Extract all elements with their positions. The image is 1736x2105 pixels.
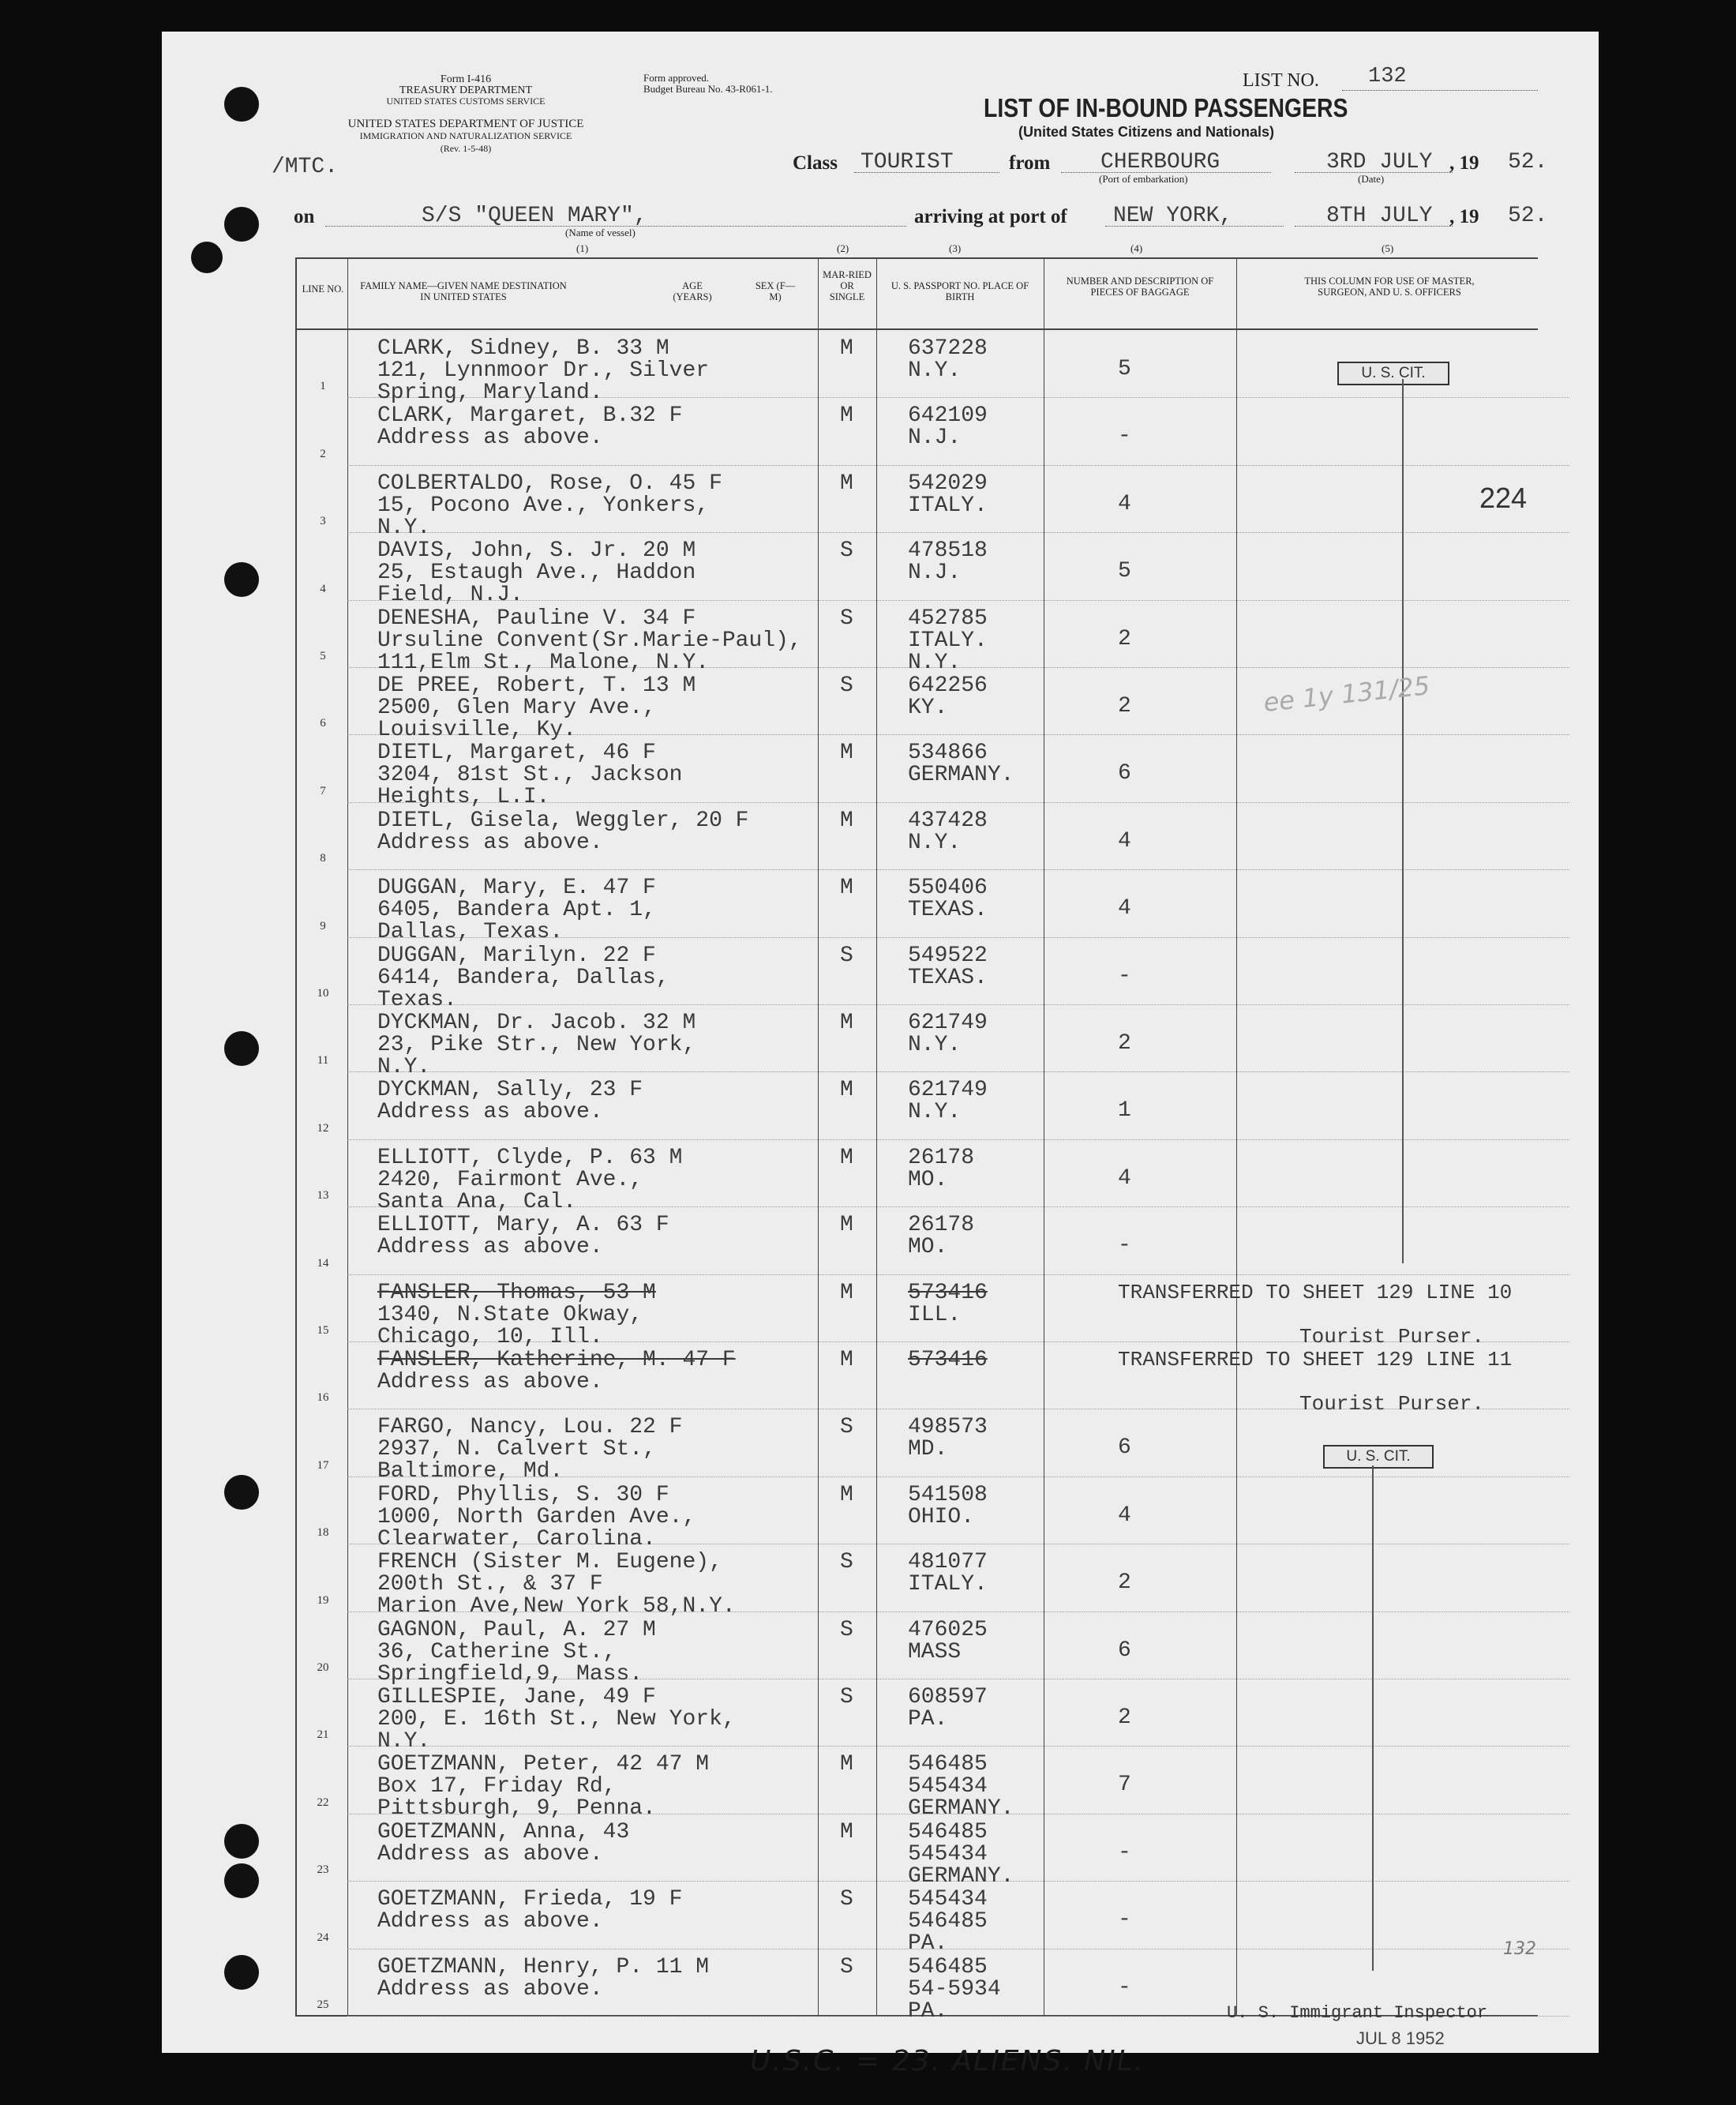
place-of-birth: ITALY. bbox=[908, 628, 988, 653]
baggage-count: 4 bbox=[1118, 491, 1131, 516]
place-of-birth: N.Y. bbox=[908, 1100, 962, 1125]
baggage-count: 2 bbox=[1118, 1031, 1131, 1056]
place-of-birth: 545434 bbox=[908, 1841, 988, 1867]
place-of-birth: N.J. bbox=[908, 561, 962, 586]
row-line-number: 17 bbox=[317, 1458, 329, 1472]
place-of-birth-2: GERMANY. bbox=[908, 1863, 1014, 1889]
passenger-name: GOETZMANN, Anna, 43 bbox=[377, 1819, 630, 1844]
place-of-birth: ITALY. bbox=[908, 493, 988, 518]
passport-number: 542029 bbox=[908, 471, 988, 496]
marital-status: S bbox=[840, 1415, 853, 1440]
passenger-address-2: Marion Ave,New York 58,N.Y. bbox=[377, 1594, 736, 1619]
row-line-number: 22 bbox=[317, 1795, 329, 1809]
passport-number: 642256 bbox=[908, 674, 988, 698]
baggage-count: 2 bbox=[1118, 1705, 1131, 1730]
place-of-birth: 546485 bbox=[908, 1909, 988, 1934]
row-line-number: 14 bbox=[317, 1256, 329, 1270]
passenger-name: DIETL, Gisela, Weggler, 20 F bbox=[377, 808, 749, 833]
place-of-birth: TEXAS. bbox=[908, 898, 988, 923]
marital-status: S bbox=[840, 1550, 853, 1575]
row-line-number: 7 bbox=[320, 784, 326, 797]
table-header-border bbox=[295, 328, 1538, 330]
passenger-address: 15, Pocono Ave., Yonkers, bbox=[377, 493, 710, 518]
header-line-no: LINE NO. bbox=[302, 283, 344, 295]
marital-status: M bbox=[840, 336, 853, 361]
place-of-birth: GERMANY. bbox=[908, 763, 1014, 788]
passenger-address: Address as above. bbox=[377, 830, 603, 855]
arrival-date: 8TH JULY bbox=[1326, 204, 1433, 228]
baggage-count: 2 bbox=[1118, 626, 1131, 651]
departure-year: 52. bbox=[1508, 150, 1548, 174]
place-of-birth: ILL. bbox=[908, 1302, 962, 1327]
passenger-name: GOETZMANN, Peter, 42 47 M bbox=[377, 1752, 710, 1777]
baggage-count: 4 bbox=[1118, 828, 1131, 854]
transfer-note: TRANSFERRED TO SHEET 129 LINE 10 bbox=[1118, 1280, 1513, 1304]
arrival-port: NEW YORK, bbox=[1113, 204, 1233, 228]
passenger-name: DYCKMAN, Dr. Jacob. 32 M bbox=[377, 1011, 696, 1035]
passenger-address-2: Dallas, Texas. bbox=[377, 920, 564, 945]
col-divider-officers bbox=[1236, 257, 1237, 2015]
passenger-name: GILLESPIE, Jane, 49 F bbox=[377, 1685, 656, 1709]
passenger-address: 23, Pike Str., New York, bbox=[377, 1033, 696, 1057]
passenger-address-2: N.Y. bbox=[377, 1729, 431, 1754]
passenger-address: 6405, Bandera Apt. 1, bbox=[377, 898, 656, 923]
passenger-address: Address as above. bbox=[377, 1909, 603, 1934]
passport-number: 26178 bbox=[908, 1145, 975, 1170]
col-divider-passport bbox=[876, 257, 877, 2015]
row-divider bbox=[347, 869, 1569, 870]
baggage-count: 2 bbox=[1118, 694, 1131, 719]
marital-status: S bbox=[840, 674, 853, 698]
row-line-number: 15 bbox=[317, 1324, 329, 1337]
passenger-address: Address as above. bbox=[377, 1235, 603, 1260]
table-top-border bbox=[295, 257, 1538, 259]
baggage-count: 5 bbox=[1118, 357, 1131, 381]
passenger-address-2: Spring, Maryland. bbox=[377, 381, 603, 405]
header-passport: U. S. PASSPORT NO. PLACE OF BIRTH bbox=[890, 280, 1029, 302]
punch-hole bbox=[224, 1824, 259, 1859]
marital-status: S bbox=[840, 606, 853, 631]
passenger-address: 25, Estaugh Ave., Haddon bbox=[377, 561, 696, 586]
place-of-birth: PA. bbox=[908, 1707, 948, 1732]
place-of-birth: N.Y. bbox=[908, 1033, 962, 1057]
passenger-address-2: Heights, L.I. bbox=[377, 785, 550, 810]
row-line-number: 12 bbox=[317, 1121, 329, 1135]
officer-bracket-line bbox=[1402, 379, 1404, 1263]
handwritten-list-132: 132 bbox=[1503, 1939, 1536, 1959]
passenger-address: Address as above. bbox=[377, 1370, 603, 1394]
passenger-name: FRENCH (Sister M. Eugene), bbox=[377, 1550, 722, 1575]
passport-number: 549522 bbox=[908, 943, 988, 968]
passport-number: 621749 bbox=[908, 1011, 988, 1035]
passport-number: 546485 bbox=[908, 1954, 988, 1979]
table-left-border bbox=[295, 257, 297, 2015]
passport-number: 546485 bbox=[908, 1752, 988, 1777]
baggage-count: 6 bbox=[1118, 1435, 1131, 1461]
col-number-3: (3) bbox=[949, 242, 962, 254]
passenger-address: 3204, 81st St., Jackson bbox=[377, 763, 683, 788]
passenger-address-2: Chicago, 10, Ill. bbox=[377, 1324, 603, 1349]
place-of-birth: 54-5934 bbox=[908, 1976, 1001, 2002]
passport-number: 452785 bbox=[908, 606, 988, 631]
passport-number: 608597 bbox=[908, 1685, 988, 1709]
departure-date: 3RD JULY bbox=[1326, 150, 1433, 174]
header-baggage: NUMBER AND DESCRIPTION OF PIECES OF BAGGAGE bbox=[1066, 276, 1214, 298]
passenger-name: DENESHA, Pauline V. 34 F bbox=[377, 606, 696, 631]
col-number-2: (2) bbox=[837, 242, 849, 254]
header-married: MAR-RIED OR SINGLE bbox=[823, 269, 872, 302]
handwritten-totals: U.S.C. = 23. ALIENS. NIL. bbox=[750, 2045, 1145, 2077]
baggage-count: - bbox=[1118, 963, 1131, 989]
passport-number: 437428 bbox=[908, 808, 988, 833]
passenger-address-2: 111,Elm St., Malone, N.Y. bbox=[377, 650, 710, 675]
marital-status: M bbox=[840, 1482, 853, 1507]
passenger-address: Address as above. bbox=[377, 1976, 603, 2002]
place-of-birth: MASS bbox=[908, 1639, 962, 1664]
col-number-1: (1) bbox=[576, 242, 589, 254]
form-revision: (Rev. 1-5-48) bbox=[440, 143, 492, 154]
punch-hole bbox=[224, 1955, 259, 1990]
row-line-number: 16 bbox=[317, 1391, 329, 1405]
passenger-name: COLBERTALDO, Rose, O. 45 F bbox=[377, 471, 722, 496]
us-cit-stamp-2: U. S. CIT. bbox=[1323, 1445, 1434, 1469]
passenger-address-2: Clearwater, Carolina. bbox=[377, 1526, 656, 1552]
marital-status: M bbox=[840, 1819, 853, 1844]
passenger-address: 2500, Glen Mary Ave., bbox=[377, 696, 656, 720]
row-line-number: 23 bbox=[317, 1863, 329, 1877]
arriving-label: arriving at port of bbox=[914, 206, 1067, 227]
row-divider bbox=[347, 532, 1569, 533]
row-line-number: 21 bbox=[317, 1728, 329, 1742]
passenger-name: DYCKMAN, Sally, 23 F bbox=[377, 1078, 643, 1103]
row-line-number: 6 bbox=[320, 717, 326, 730]
form-number: Form I-416 bbox=[440, 73, 492, 85]
place-of-birth: 545434 bbox=[908, 1774, 988, 1799]
place-of-birth: N.J. bbox=[908, 426, 962, 451]
row-divider bbox=[347, 1274, 1569, 1275]
passenger-address-2: Louisville, Ky. bbox=[377, 718, 577, 742]
row-line-number: 11 bbox=[317, 1054, 329, 1068]
marital-status: S bbox=[840, 538, 853, 564]
marital-status: M bbox=[840, 1011, 853, 1035]
passenger-address: 121, Lynnmoor Dr., Silver bbox=[377, 358, 710, 383]
arrival-year-prefix: , 19 bbox=[1449, 206, 1479, 227]
passenger-name: DAVIS, John, S. Jr. 20 M bbox=[377, 538, 696, 564]
passenger-address-2: Field, N.J. bbox=[377, 583, 523, 608]
passenger-address: 1340, N.State Okway, bbox=[377, 1302, 643, 1327]
passenger-address: 2420, Fairmont Ave., bbox=[377, 1167, 643, 1192]
baggage-count: 1 bbox=[1118, 1098, 1131, 1124]
baggage-count: 6 bbox=[1118, 761, 1131, 786]
inspector-label: U. S. Immigrant Inspector bbox=[1227, 2003, 1488, 2023]
place-of-birth-2: PA. bbox=[908, 1931, 948, 1957]
passport-number: 550406 bbox=[908, 876, 988, 901]
row-line-number: 10 bbox=[317, 987, 329, 1000]
vessel-caption: (Name of vessel) bbox=[565, 227, 636, 238]
place-of-birth: MD. bbox=[908, 1437, 948, 1462]
place-of-birth: MO. bbox=[908, 1167, 948, 1192]
passenger-name: DUGGAN, Mary, E. 47 F bbox=[377, 876, 656, 901]
passenger-name: FARGO, Nancy, Lou. 22 F bbox=[377, 1415, 683, 1440]
passenger-name: ELLIOTT, Clyde, P. 63 M bbox=[377, 1145, 683, 1170]
passenger-name: CLARK, Sidney, B. 33 M bbox=[377, 336, 669, 361]
passport-number: 546485 bbox=[908, 1819, 988, 1844]
stamp-number-224: 224 bbox=[1479, 482, 1528, 514]
passport-number: 478518 bbox=[908, 538, 988, 564]
marital-status: M bbox=[840, 1280, 853, 1305]
place-of-birth-2: GERMANY. bbox=[908, 1796, 1014, 1822]
date-caption: (Date) bbox=[1358, 173, 1385, 185]
passport-number: 534866 bbox=[908, 741, 988, 766]
marital-status: M bbox=[840, 471, 853, 496]
row-line-number: 9 bbox=[320, 919, 326, 932]
row-line-number: 20 bbox=[317, 1661, 329, 1674]
passenger-address-2: Baltimore, Md. bbox=[377, 1459, 564, 1484]
baggage-count: - bbox=[1118, 424, 1131, 449]
us-cit-stamp: U. S. CIT. bbox=[1337, 362, 1449, 385]
customs-service: UNITED STATES CUSTOMS SERVICE bbox=[386, 96, 546, 107]
passenger-name: FORD, Phyllis, S. 30 F bbox=[377, 1482, 669, 1507]
baggage-count: 4 bbox=[1118, 896, 1131, 921]
col-number-5: (5) bbox=[1382, 242, 1394, 254]
on-label: on bbox=[294, 206, 315, 227]
passport-number: 573416 bbox=[908, 1280, 988, 1305]
class-label: Class bbox=[793, 152, 838, 174]
row-divider bbox=[347, 1004, 1569, 1005]
passenger-name: GOETZMANN, Frieda, 19 F bbox=[377, 1887, 683, 1912]
port-caption: (Port of embarkation) bbox=[1099, 173, 1188, 185]
transfer-note: TRANSFERRED TO SHEET 129 LINE 11 bbox=[1118, 1348, 1513, 1371]
marital-status: M bbox=[840, 1213, 853, 1238]
passenger-address: Ursuline Convent(Sr.Marie-Paul), bbox=[377, 628, 802, 653]
class-value: TOURIST bbox=[861, 150, 954, 174]
date-stamp: JUL 8 1952 bbox=[1356, 2028, 1445, 2048]
passenger-address: Box 17, Friday Rd, bbox=[377, 1774, 617, 1799]
row-line-number: 1 bbox=[320, 380, 326, 393]
departure-year-prefix: , 19 bbox=[1449, 152, 1479, 174]
list-no-rule bbox=[1342, 90, 1538, 91]
passenger-name: DUGGAN, Marilyn. 22 F bbox=[377, 943, 656, 968]
baggage-count: 2 bbox=[1118, 1570, 1131, 1596]
passport-number: 637228 bbox=[908, 336, 988, 361]
punch-hole bbox=[224, 1031, 259, 1066]
marital-status: S bbox=[840, 1954, 853, 1979]
marital-status: M bbox=[840, 1348, 853, 1372]
passport-number: 476025 bbox=[908, 1617, 988, 1642]
passenger-name: FANSLER, Thomas, 53 M bbox=[377, 1280, 656, 1305]
passenger-address: 6414, Bandera, Dallas, bbox=[377, 965, 669, 990]
budget-bureau: Budget Bureau No. 43-R061-1. bbox=[643, 83, 773, 95]
list-title: LIST OF IN-BOUND PASSENGERS bbox=[984, 93, 1348, 122]
baggage-count: 5 bbox=[1118, 559, 1131, 584]
passenger-address: 36, Catherine St., bbox=[377, 1639, 617, 1664]
punch-hole bbox=[224, 562, 259, 597]
place-of-birth: OHIO. bbox=[908, 1504, 975, 1529]
passenger-address-2: N.Y. bbox=[377, 1055, 431, 1079]
list-subtitle: (United States Citizens and Nationals) bbox=[1018, 124, 1275, 140]
baggage-count: - bbox=[1118, 1908, 1131, 1933]
row-line-number: 5 bbox=[320, 650, 326, 662]
col-divider-married bbox=[818, 257, 819, 2015]
row-divider bbox=[347, 1139, 1569, 1140]
passenger-address: Address as above. bbox=[377, 1100, 603, 1125]
marital-status: S bbox=[840, 943, 853, 968]
row-line-number: 8 bbox=[320, 852, 326, 865]
mtc-mark: /MTC. bbox=[272, 155, 339, 179]
header-age: AGE (YEARS) bbox=[673, 280, 712, 302]
arrival-year: 52. bbox=[1508, 204, 1548, 228]
marital-status: M bbox=[840, 1078, 853, 1103]
place-of-birth: TEXAS. bbox=[908, 965, 988, 990]
row-line-number: 24 bbox=[317, 1931, 329, 1944]
passport-number: 498573 bbox=[908, 1415, 988, 1440]
row-divider bbox=[347, 600, 1569, 601]
row-line-number: 13 bbox=[317, 1189, 329, 1203]
passenger-address-2: Santa Ana, Cal. bbox=[377, 1189, 577, 1214]
purser-note: Tourist Purser. bbox=[1299, 1392, 1485, 1416]
header-officers: THIS COLUMN FOR USE OF MASTER, SURGEON, AND U. S. OFFICERS bbox=[1304, 276, 1475, 298]
list-no-value: 132 bbox=[1368, 65, 1407, 88]
passenger-address-2: Texas. bbox=[377, 987, 457, 1012]
row-line-number: 2 bbox=[320, 447, 326, 460]
header-sex: SEX (F—M) bbox=[755, 280, 796, 302]
baggage-count: 4 bbox=[1118, 1165, 1131, 1191]
row-line-number: 3 bbox=[320, 515, 326, 528]
row-divider bbox=[347, 1746, 1569, 1747]
marital-status: S bbox=[840, 1617, 853, 1642]
passport-number: 621749 bbox=[908, 1078, 988, 1103]
place-of-birth: N.Y. bbox=[908, 830, 962, 855]
row-line-number: 25 bbox=[317, 1998, 329, 2011]
passenger-name: CLARK, Margaret, B.32 F bbox=[377, 403, 683, 429]
officer-bracket-line-2 bbox=[1372, 1465, 1374, 1971]
passenger-address: Address as above. bbox=[377, 426, 603, 451]
treasury-dept: TREASURY DEPARTMENT bbox=[399, 84, 533, 96]
place-of-birth: ITALY. bbox=[908, 1572, 988, 1597]
punch-hole bbox=[224, 207, 259, 242]
marital-status: M bbox=[840, 741, 853, 766]
marital-status: M bbox=[840, 1752, 853, 1777]
punch-hole bbox=[191, 242, 223, 273]
col-number-4: (4) bbox=[1130, 242, 1143, 254]
passport-number: 26178 bbox=[908, 1213, 975, 1238]
ins-service: IMMIGRATION AND NATURALIZATION SERVICE bbox=[359, 130, 572, 141]
justice-dept: UNITED STATES DEPARTMENT OF JUSTICE bbox=[347, 118, 584, 130]
passenger-name: GOETZMANN, Henry, P. 11 M bbox=[377, 1954, 710, 1979]
row-divider bbox=[347, 1071, 1569, 1072]
passenger-address: 2937, N. Calvert St., bbox=[377, 1437, 656, 1462]
punch-hole bbox=[224, 1863, 259, 1898]
baggage-count: - bbox=[1118, 1233, 1131, 1259]
col-divider-line bbox=[347, 257, 348, 2015]
place-of-birth: MO. bbox=[908, 1235, 948, 1260]
passenger-address-2: Springfield,9, Mass. bbox=[377, 1661, 643, 1687]
punch-hole bbox=[224, 87, 259, 122]
passenger-address: 200th St., & 37 F bbox=[377, 1572, 603, 1597]
baggage-count: 6 bbox=[1118, 1638, 1131, 1663]
from-value: CHERBOURG bbox=[1100, 150, 1220, 174]
place-of-birth: N.Y. bbox=[908, 358, 962, 383]
marital-status: M bbox=[840, 1145, 853, 1170]
row-line-number: 4 bbox=[320, 582, 326, 595]
place-of-birth-2: N.Y. bbox=[908, 650, 962, 675]
baggage-count: - bbox=[1118, 1840, 1131, 1865]
passenger-address-2: Pittsburgh, 9, Penna. bbox=[377, 1796, 656, 1822]
baggage-count: - bbox=[1118, 1975, 1131, 2000]
passport-number: 545434 bbox=[908, 1887, 988, 1912]
list-no-label: LIST NO. bbox=[1243, 70, 1319, 91]
row-line-number: 18 bbox=[317, 1526, 329, 1540]
row-line-number: 19 bbox=[317, 1593, 329, 1607]
punch-hole bbox=[224, 1475, 259, 1510]
passenger-address-2: N.Y. bbox=[377, 515, 431, 540]
place-of-birth: KY. bbox=[908, 696, 948, 720]
passport-number: 481077 bbox=[908, 1550, 988, 1575]
passenger-name: GAGNON, Paul, A. 27 M bbox=[377, 1617, 656, 1642]
passenger-name: DE PREE, Robert, T. 13 M bbox=[377, 674, 696, 698]
marital-status: S bbox=[840, 1887, 853, 1912]
passport-number: 642109 bbox=[908, 403, 988, 429]
marital-status: M bbox=[840, 808, 853, 833]
baggage-count: 4 bbox=[1118, 1503, 1131, 1528]
from-label: from bbox=[1009, 152, 1051, 174]
header-name: FAMILY NAME—GIVEN NAME DESTINATION IN UNITED STATES bbox=[360, 280, 567, 302]
passenger-address: 200, E. 16th St., New York, bbox=[377, 1707, 736, 1732]
marital-status: M bbox=[840, 403, 853, 429]
passenger-address: Address as above. bbox=[377, 1841, 603, 1867]
handwritten-memo: ee 1y 131/25 bbox=[1262, 670, 1432, 718]
passenger-name: DIETL, Margaret, 46 F bbox=[377, 741, 656, 766]
passenger-name: FANSLER, Katherine, M. 47 F bbox=[377, 1348, 736, 1372]
passport-number: 541508 bbox=[908, 1482, 988, 1507]
place-of-birth-2: PA. bbox=[908, 1998, 948, 2024]
passenger-address: 1000, North Garden Ave., bbox=[377, 1504, 696, 1529]
baggage-count: 7 bbox=[1118, 1773, 1131, 1798]
marital-status: M bbox=[840, 876, 853, 901]
vessel-name: S/S "QUEEN MARY", bbox=[422, 204, 647, 228]
purser-note: Tourist Purser. bbox=[1299, 1324, 1485, 1349]
row-divider bbox=[347, 465, 1569, 466]
form-approved: Form approved. bbox=[643, 72, 710, 84]
passenger-name: ELLIOTT, Mary, A. 63 F bbox=[377, 1213, 669, 1238]
passport-number: 573416 bbox=[908, 1348, 988, 1372]
marital-status: S bbox=[840, 1685, 853, 1709]
